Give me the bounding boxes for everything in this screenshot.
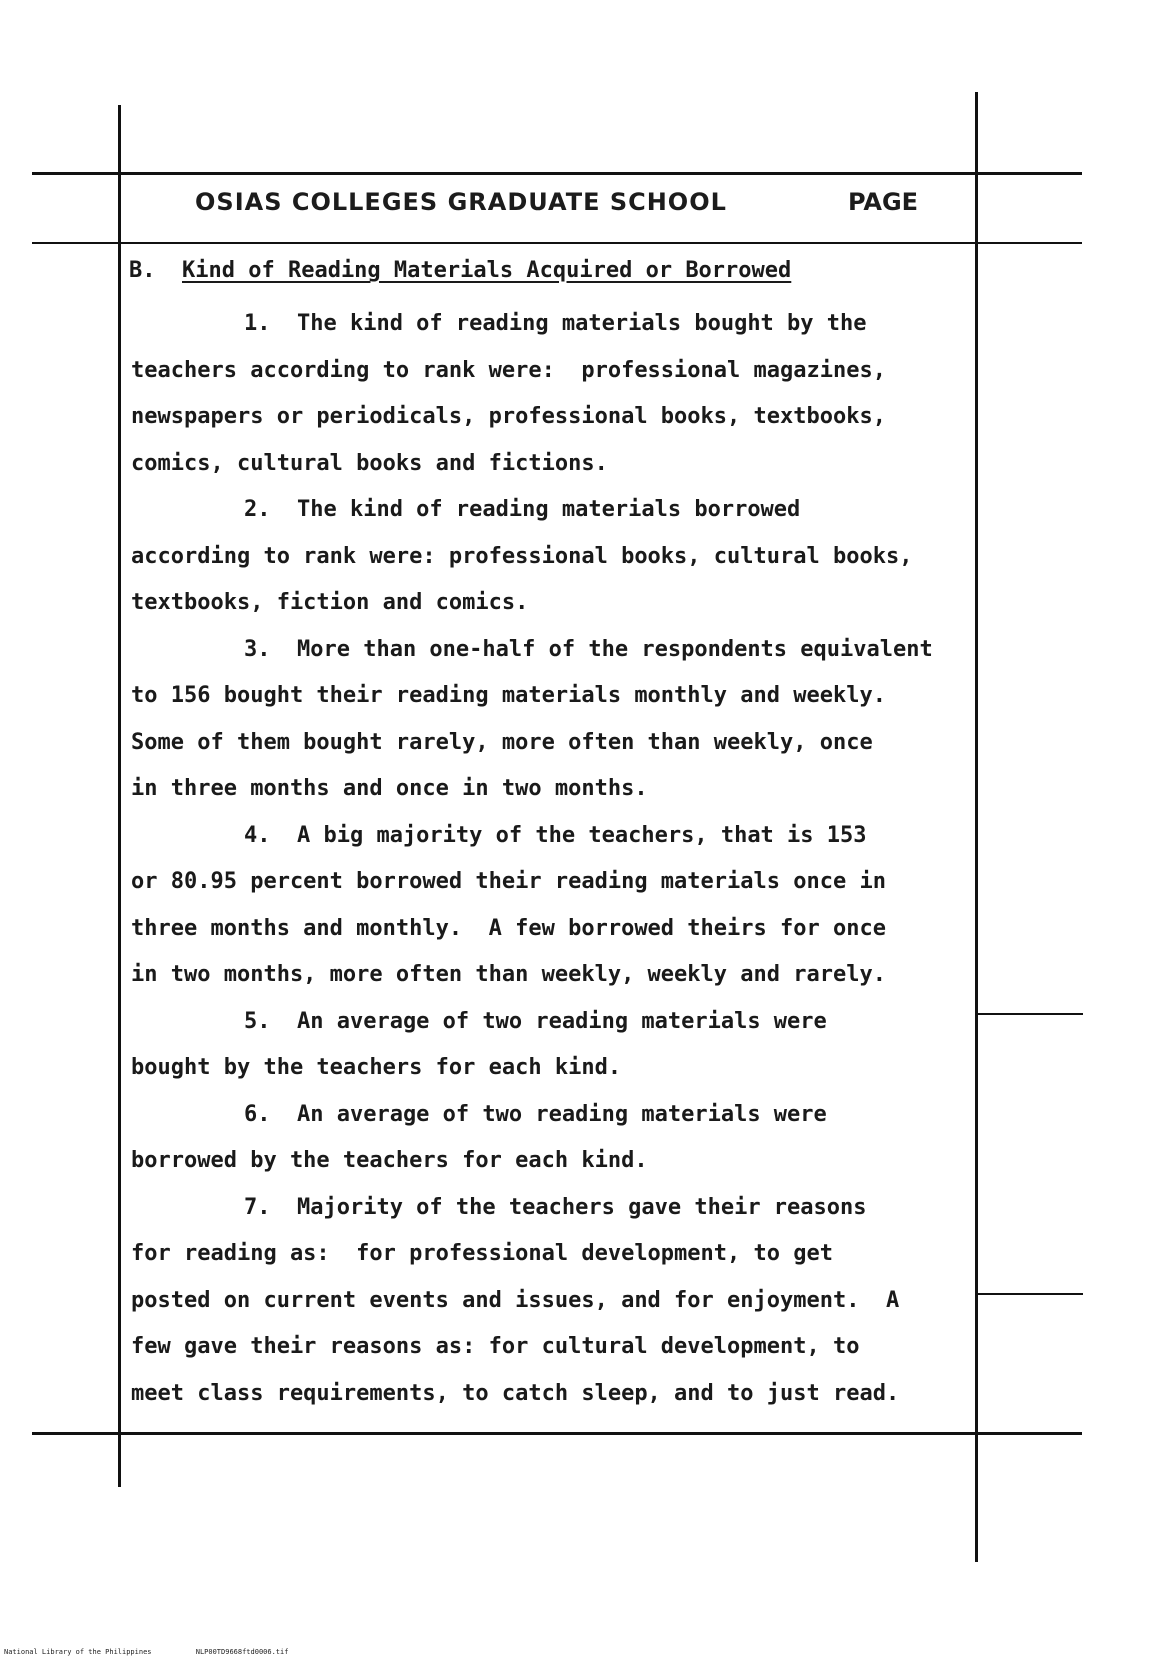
body-line: 3. More than one-half of the respondents equivalent [244, 636, 933, 662]
body-line: borrowed by the teachers for each kind. [131, 1148, 648, 1173]
section-heading [129, 258, 791, 283]
body-line: bought by the teachers for each kind. [131, 1055, 622, 1080]
bottom-rule [32, 1432, 1082, 1435]
body-line: 4. A big majority of the teachers, that is 153 [244, 822, 867, 848]
body-text [131, 301, 971, 1417]
top-rule [32, 172, 1082, 175]
section-title: Kind of Reading Materials Acquired or Borrowed [182, 258, 792, 283]
body-line: three months and monthly. A few borrowed theirs for once [131, 915, 886, 941]
header-bottom-rule [32, 242, 1082, 244]
right-margin-line [975, 92, 978, 1562]
footer-file: NLP00TD9668ftd0006.tif [195, 1648, 289, 1656]
body-line: for reading as: for professional development, to get [131, 1241, 833, 1266]
section-letter: B. [129, 258, 156, 283]
right-tick-1 [975, 1013, 1083, 1015]
body-line: 2. The kind of reading materials borrowed [244, 497, 801, 522]
body-line: few gave their reasons as: for cultural development, to [131, 1334, 860, 1359]
body-line: 5. An average of two reading materials were [244, 1008, 827, 1034]
body-line: teachers according to rank were: professional magazines, [131, 357, 886, 383]
body-line: comics, cultural books and fictions. [131, 450, 608, 476]
body-line: posted on current events and issues, and for enjoyment. A [131, 1287, 900, 1313]
body-line: 1. The kind of reading materials bought by the [244, 311, 867, 336]
body-line: 7. Majority of the teachers gave their reasons [244, 1194, 867, 1220]
body-line: 6. An average of two reading materials were [244, 1101, 827, 1127]
footer-library: National Library of the Philippines [4, 1648, 152, 1656]
body-line: according to rank were: professional books, cultural books, [131, 543, 913, 569]
body-line: or 80.95 percent borrowed their reading materials once in [131, 869, 886, 894]
body-line: textbooks, fiction and comics. [131, 590, 529, 615]
body-line: in two months, more often than weekly, weekly and rarely. [131, 962, 886, 987]
school-header: OSIAS COLLEGES GRADUATE SCHOOL [195, 188, 727, 216]
scan-footer [4, 1648, 328, 1656]
body-line: newspapers or periodicals, professional books, textbooks, [131, 404, 886, 429]
right-tick-2 [975, 1293, 1083, 1295]
body-line: in three months and once in two months. [131, 776, 648, 801]
body-line: to 156 bought their reading materials monthly and weekly. [131, 683, 886, 708]
left-margin-line [118, 105, 121, 1487]
page-label: PAGE [848, 188, 919, 216]
body-line: meet class requirements, to catch sleep, and to just read. [131, 1380, 900, 1406]
body-line: Some of them bought rarely, more often than weekly, once [131, 729, 873, 755]
